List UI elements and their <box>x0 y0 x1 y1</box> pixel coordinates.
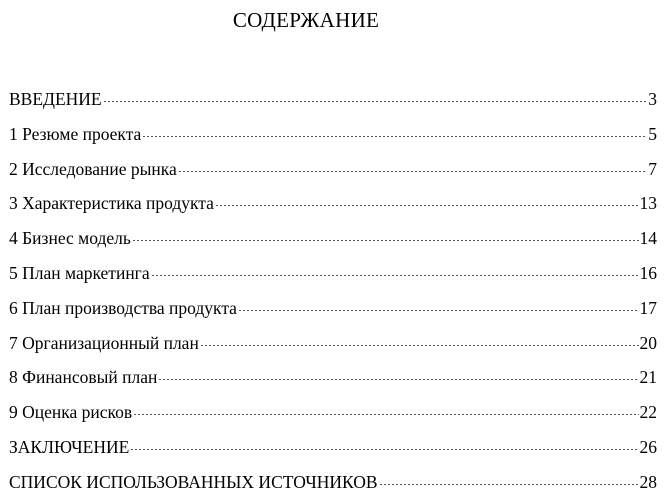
toc-entry-business-model <box>9 224 657 259</box>
toc-entry-organizational-plan <box>9 329 657 364</box>
toc-entry-page: 28 <box>639 471 657 492</box>
toc-entry-page: 3 <box>648 89 657 109</box>
toc-entry-page: 7 <box>648 158 657 179</box>
toc-entry-page: 16 <box>639 262 657 283</box>
toc-entry-label: 5 План маркетинга <box>9 262 150 283</box>
table-of-contents <box>9 85 657 503</box>
toc-dot-leader <box>130 449 638 450</box>
toc-entry-label: СПИСОК ИСПОЛЬЗОВАННЫХ ИСТОЧНИКОВ <box>9 471 378 492</box>
toc-entry-introduction <box>9 85 657 120</box>
toc-entry-marketing-plan <box>9 259 657 294</box>
toc-dot-leader <box>215 205 639 206</box>
toc-dot-leader <box>132 240 639 241</box>
toc-dot-leader <box>200 345 639 346</box>
toc-entry-page: 21 <box>639 367 657 388</box>
page-title: СОДЕРЖАНИЕ <box>232 8 380 32</box>
toc-entry-page: 22 <box>639 402 657 423</box>
toc-entry-label: 3 Характеристика продукта <box>9 193 214 214</box>
toc-entry-label: 6 План производства продукта <box>9 297 237 318</box>
toc-dot-leader <box>379 484 639 485</box>
toc-entry-label: 8 Финансовый план <box>9 367 158 388</box>
toc-entry-label: ВВЕДЕНИЕ <box>9 89 102 109</box>
toc-entry-label: 7 Организационный план <box>9 332 199 353</box>
toc-entry-page: 20 <box>639 332 657 353</box>
toc-dot-leader <box>142 136 647 137</box>
toc-entry-production-plan <box>9 294 657 329</box>
toc-entry-label: 2 Исследование рынка <box>9 158 177 179</box>
toc-entry-product-characteristics <box>9 189 657 224</box>
toc-entry-label: 1 Резюме проекта <box>9 123 142 144</box>
toc-entry-risk-assessment <box>9 398 657 433</box>
toc-dot-leader <box>158 379 638 380</box>
toc-entry-page: 26 <box>639 436 657 457</box>
toc-entry-market-research <box>9 155 657 190</box>
toc-entry-financial-plan <box>9 363 657 398</box>
toc-entry-label: 4 Бизнес модель <box>9 228 131 249</box>
toc-entry-label: 9 Оценка рисков <box>9 402 133 423</box>
toc-dot-leader <box>238 310 639 311</box>
toc-dot-leader <box>151 275 639 276</box>
toc-entry-page: 5 <box>648 123 657 144</box>
toc-entry-page: 13 <box>639 193 657 214</box>
toc-entry-conclusion <box>9 433 657 468</box>
toc-entry-references <box>9 468 657 503</box>
toc-dot-leader <box>178 171 647 172</box>
toc-entry-project-summary <box>9 120 657 155</box>
toc-entry-label: ЗАКЛЮЧЕНИЕ <box>9 436 130 457</box>
toc-dot-leader <box>103 101 648 102</box>
toc-entry-page: 17 <box>639 297 657 318</box>
toc-dot-leader <box>133 414 638 415</box>
toc-entry-page: 14 <box>639 228 657 249</box>
